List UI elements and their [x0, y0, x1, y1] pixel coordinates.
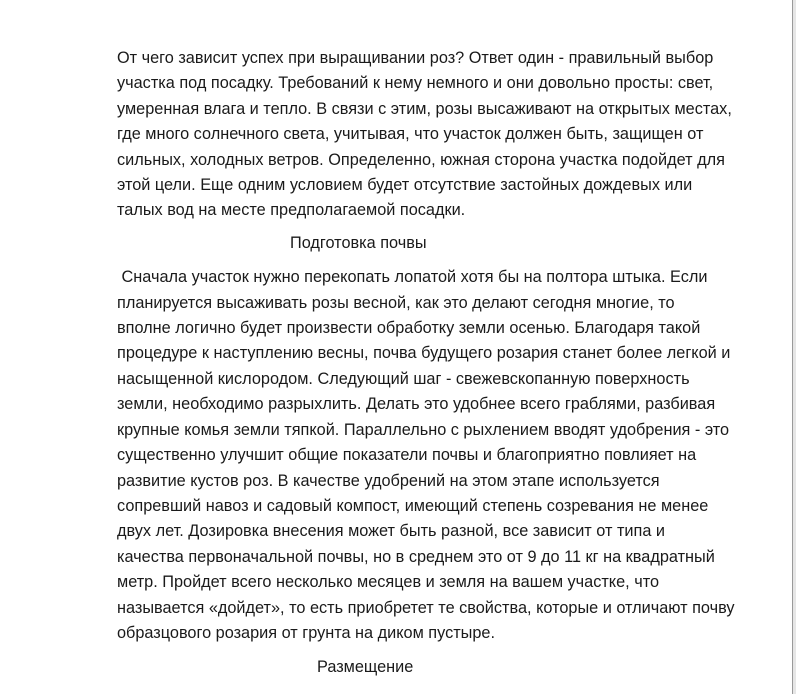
paragraph-soil [117, 265, 757, 646]
text-line: крупные комья земли тяпкой. Параллельно с рыхлением вводят удобрения - это [117, 420, 730, 439]
section-heading-placement: Размещение [317, 658, 414, 677]
text-line: развитие кустов роз. В качестве удобрений на этом этапе используется [117, 471, 660, 490]
section-heading-soil: Подготовка почвы [290, 233, 427, 252]
text-line: земли, необходимо разрыхлить. Делать это удобнее всего граблями, разбивая [117, 395, 716, 414]
paragraph-intro [117, 46, 757, 224]
text-line: Сначала участок нужно перекопать лопатой хотя бы на полтора штыка. Если [117, 268, 708, 287]
text-line: этой цели. Еще одним условием будет отсутствие застойных дождевых или [117, 176, 693, 195]
text-line: участка под посадку. Требований к нему немного и они довольно просты: свет, [117, 74, 714, 93]
text-line: планируется высаживать розы весной, как это делают сегодня многие, то [117, 293, 675, 312]
text-line: качества первоначальной почвы, но в среднем это от 9 до 11 кг на квадратный [117, 547, 715, 566]
text-line: вполне логично будет произвести обработку земли осенью. Благодаря такой [117, 319, 701, 338]
text-line: двух лет. Дозировка внесения может быть разной, все зависит от типа и [117, 522, 665, 541]
text-line: сопревший навоз и садовый компост, имеющий степень созревания не менее [117, 496, 709, 515]
text-line: образцового розария от грунта на диком пустыре. [117, 623, 496, 642]
text-line: сильных, холодных ветров. Определенно, южная сторона участка подойдет для [117, 150, 725, 169]
text-line: умеренная влага и тепло. В связи с этим, розы высаживают на открытых местах, [117, 99, 732, 118]
text-line: существенно улучшит общие показатели почвы и благоприятно повлияет на [117, 446, 697, 465]
text-line: называется «дойдет», то есть приобретет те свойства, которые и отличают почву [117, 598, 735, 617]
text-line: процедуре к наступлению весны, почва будущего розария станет более легкой и [117, 344, 731, 363]
text-line: От чего зависит успех при выращивании роз? Ответ один - правильный выбор [117, 49, 714, 67]
document-body [117, 46, 757, 681]
text-line: метр. Пройдет всего несколько месяцев и земля на вашем участке, что [117, 573, 660, 592]
text-line: где много солнечного света, учитывая, что участок должен быть, защищен от [117, 125, 704, 144]
page-edge [792, 0, 793, 694]
text-line: талых вод на месте предполагаемой посадки. [117, 201, 466, 220]
text-line: насыщенной кислородом. Следующий шаг - свежевскопанную поверхность [117, 369, 690, 388]
